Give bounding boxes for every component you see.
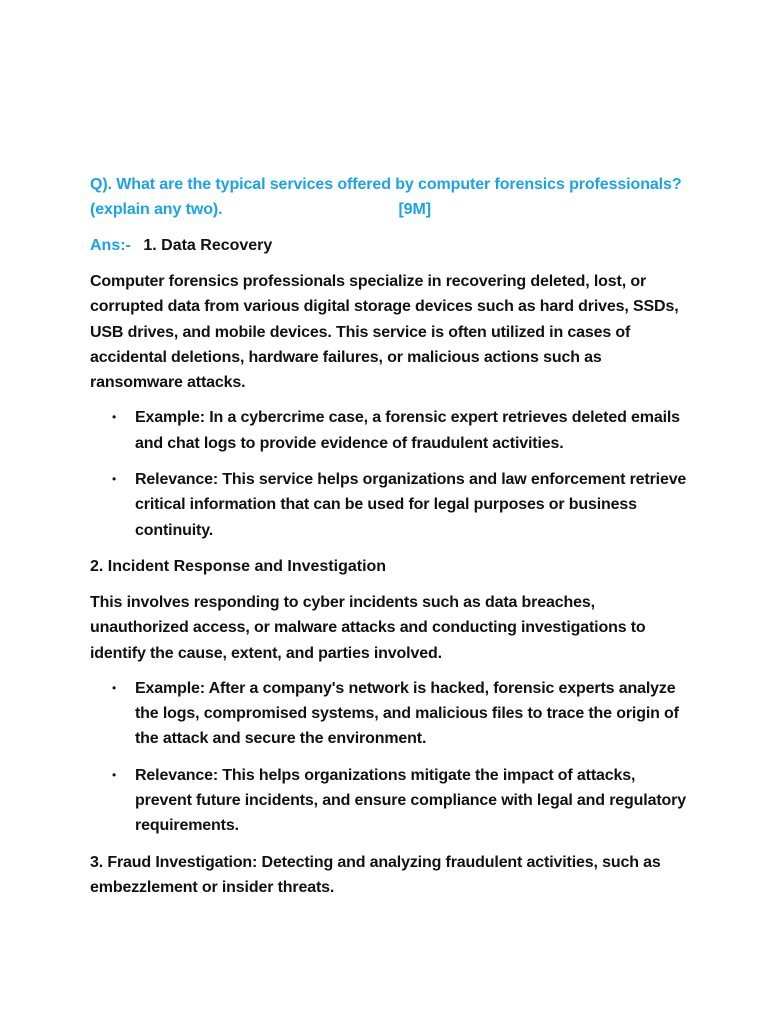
section-heading-2: 2. Incident Response and Investigation bbox=[90, 557, 387, 575]
section-heading-1: 1. Data Recovery bbox=[143, 237, 273, 254]
answer-intro bbox=[90, 233, 690, 258]
bullet-icon: • bbox=[112, 472, 117, 487]
bullet-text: Example: After a company's network is hacked, forensic experts analyze the logs, compromised systems, and malicious files to trace the origin of the attack and secure the environment. bbox=[135, 679, 679, 748]
section-heading-3: 3. Fraud Investigation: Detecting and analyzing fraudulent activities, such as embezzlement or insider threats. bbox=[90, 853, 661, 896]
question-text: Q). What are the typical services offered by computer forensics professionals? (explain any two). bbox=[90, 176, 682, 218]
bullet-text: Relevance: This helps organizations mitigate the impact of attacks, prevent future incidents, and ensure compliance with legal and regulatory requirements. bbox=[135, 766, 686, 835]
bullet-icon: • bbox=[112, 680, 117, 695]
list-item bbox=[90, 676, 690, 752]
question-marks: [9M] bbox=[398, 201, 431, 218]
document-page bbox=[90, 172, 690, 910]
list-item bbox=[90, 467, 690, 543]
list-item bbox=[90, 763, 690, 839]
section-1-bullets bbox=[90, 405, 690, 542]
answer-label: Ans:- bbox=[90, 237, 131, 254]
section-1-paragraph: Computer forensics professionals specialize in recovering deleted, lost, or corrupted data from various digital storage devices such as hard drives, SSDs, USB drives, and mobile devices. This service is often utilized in cases of accidental deletions, hardware failures, or malicious actions such as ransomware attacks. bbox=[90, 273, 679, 392]
bullet-icon: • bbox=[112, 410, 117, 425]
bullet-text: Example: In a cybercrime case, a forensic expert retrieves deleted emails and chat logs to provide evidence of fraudulent activities. bbox=[135, 409, 680, 452]
bullet-icon: • bbox=[112, 767, 117, 782]
list-item bbox=[90, 405, 690, 456]
bullet-text: Relevance: This service helps organizations and law enforcement retrieve critical information that can be used for legal purposes or business continuity. bbox=[135, 471, 687, 539]
section-2-paragraph: This involves responding to cyber incidents such as data breaches, unauthorized access, or malware attacks and conducting investigations to identify the cause, extent, and parties involved. bbox=[90, 593, 646, 662]
question bbox=[90, 172, 690, 222]
section-2-bullets bbox=[90, 676, 690, 839]
